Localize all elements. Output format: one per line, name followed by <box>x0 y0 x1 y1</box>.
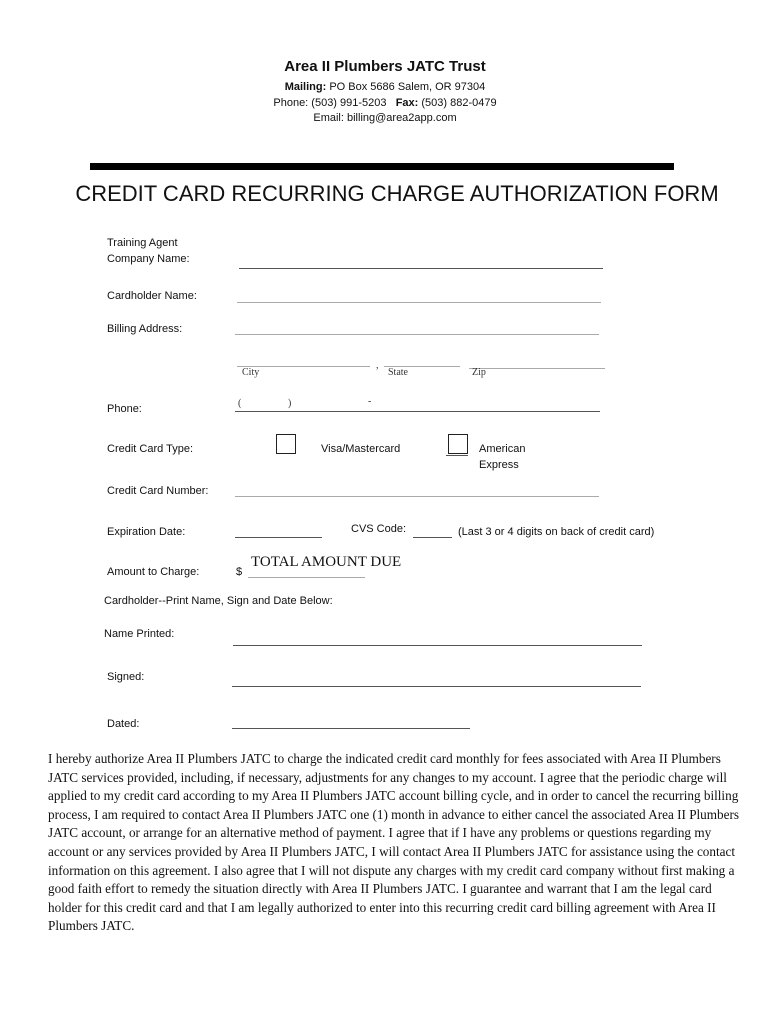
amount-value[interactable]: TOTAL AMOUNT DUE <box>251 554 402 570</box>
visa-mastercard-label: Visa/Mastercard <box>321 443 401 455</box>
amount-underline <box>248 577 365 578</box>
visa-mastercard-checkbox[interactable] <box>276 434 296 454</box>
signature-field[interactable] <box>232 686 641 687</box>
zip-field[interactable] <box>469 368 605 369</box>
express-label: Express <box>479 459 519 471</box>
name-printed-label: Name Printed: <box>104 628 175 640</box>
expiration-label: Expiration Date: <box>107 526 186 538</box>
signed-label: Signed: <box>107 671 145 683</box>
name-printed-field[interactable] <box>233 645 642 646</box>
card-number-label: Credit Card Number: <box>107 485 209 497</box>
mailing-label: Mailing: <box>284 81 327 93</box>
dated-label: Dated: <box>107 718 140 730</box>
cardholder-name-label: Cardholder Name: <box>107 290 197 302</box>
card-number-field[interactable] <box>235 496 599 497</box>
state-label: State <box>388 367 408 378</box>
phone-fax-line <box>0 97 770 109</box>
phone-field[interactable] <box>235 411 600 412</box>
amex-underline <box>446 455 468 456</box>
cardholder-name-field[interactable] <box>237 302 601 303</box>
billing-address-label: Billing Address: <box>107 323 183 335</box>
american-label: American <box>479 443 526 455</box>
phone-label: Phone: <box>107 403 142 415</box>
authorization-text: I hereby authorize Area II Plumbers JATC to charge the indicated credit card monthly for fees associated with Area II Plumbers JATC services provided, including, if necessary, adjustments for any changes to my account. I agree that the periodic charge will applied to my credit card according to my Area II Plumbers JATC account billing cycle, and in order to cancel the recurring billing process, I am required to contact Area II Plumbers JATC one (1) month in advance to either cancel the associated Area II Plumbers JATC account, or arrange for an alternative method of payment. I agree that if I have any problems or questions regarding my account or any services provided by Area II Plumbers JATC, I will contact Area II Plumbers JATC for assistance using the contact information on this agreement. I also agree that I will not dispute any charges with my credit card company without first making a good faith effort to remedy the situation directly with Area II Plumbers JATC. I guarantee and warrant that I am the legal card holder for this credit card and that I am legally authorized to enter into this recurring credit card billing agreement with Area II Plumbers JATC. <box>48 751 740 934</box>
date-field[interactable] <box>232 728 470 729</box>
mailing-address <box>0 81 770 93</box>
phone-open-paren: ( <box>238 398 242 409</box>
organization-name: Area II Plumbers JATC Trust <box>284 58 486 75</box>
amount-label: Amount to Charge: <box>107 566 200 578</box>
city-label: City <box>242 367 260 378</box>
header-divider <box>90 163 674 170</box>
training-agent-label: Training Agent <box>107 237 178 249</box>
american-express-checkbox[interactable] <box>448 434 468 454</box>
phone-dash: - <box>368 396 372 407</box>
cardholder-instruction: Cardholder--Print Name, Sign and Date Below: <box>104 595 333 607</box>
card-type-label: Credit Card Type: <box>107 443 194 455</box>
fax-value: (503) 882-0479 <box>418 97 497 109</box>
company-name-field[interactable] <box>239 268 603 269</box>
header-phone: Phone: (503) 991-5203 <box>273 97 387 109</box>
cvs-label: CVS Code: <box>351 523 407 535</box>
expiration-field[interactable] <box>235 537 322 538</box>
phone-close-paren: ) <box>288 398 292 409</box>
zip-label: Zip <box>472 367 486 378</box>
header-email: Email: billing@area2app.com <box>313 112 457 124</box>
billing-address-field[interactable] <box>235 334 599 335</box>
company-name-label: Company Name: <box>107 253 190 265</box>
mailing-value: PO Box 5686 Salem, OR 97304 <box>326 81 486 93</box>
form-title: CREDIT CARD RECURRING CHARGE AUTHORIZATION FORM <box>75 181 719 206</box>
address-comma: , <box>376 360 379 371</box>
cvs-hint: (Last 3 or 4 digits on back of credit card) <box>458 526 655 538</box>
dollar-sign: $ <box>236 566 243 578</box>
cvs-field[interactable] <box>413 537 452 538</box>
fax-label: Fax: <box>395 97 419 109</box>
